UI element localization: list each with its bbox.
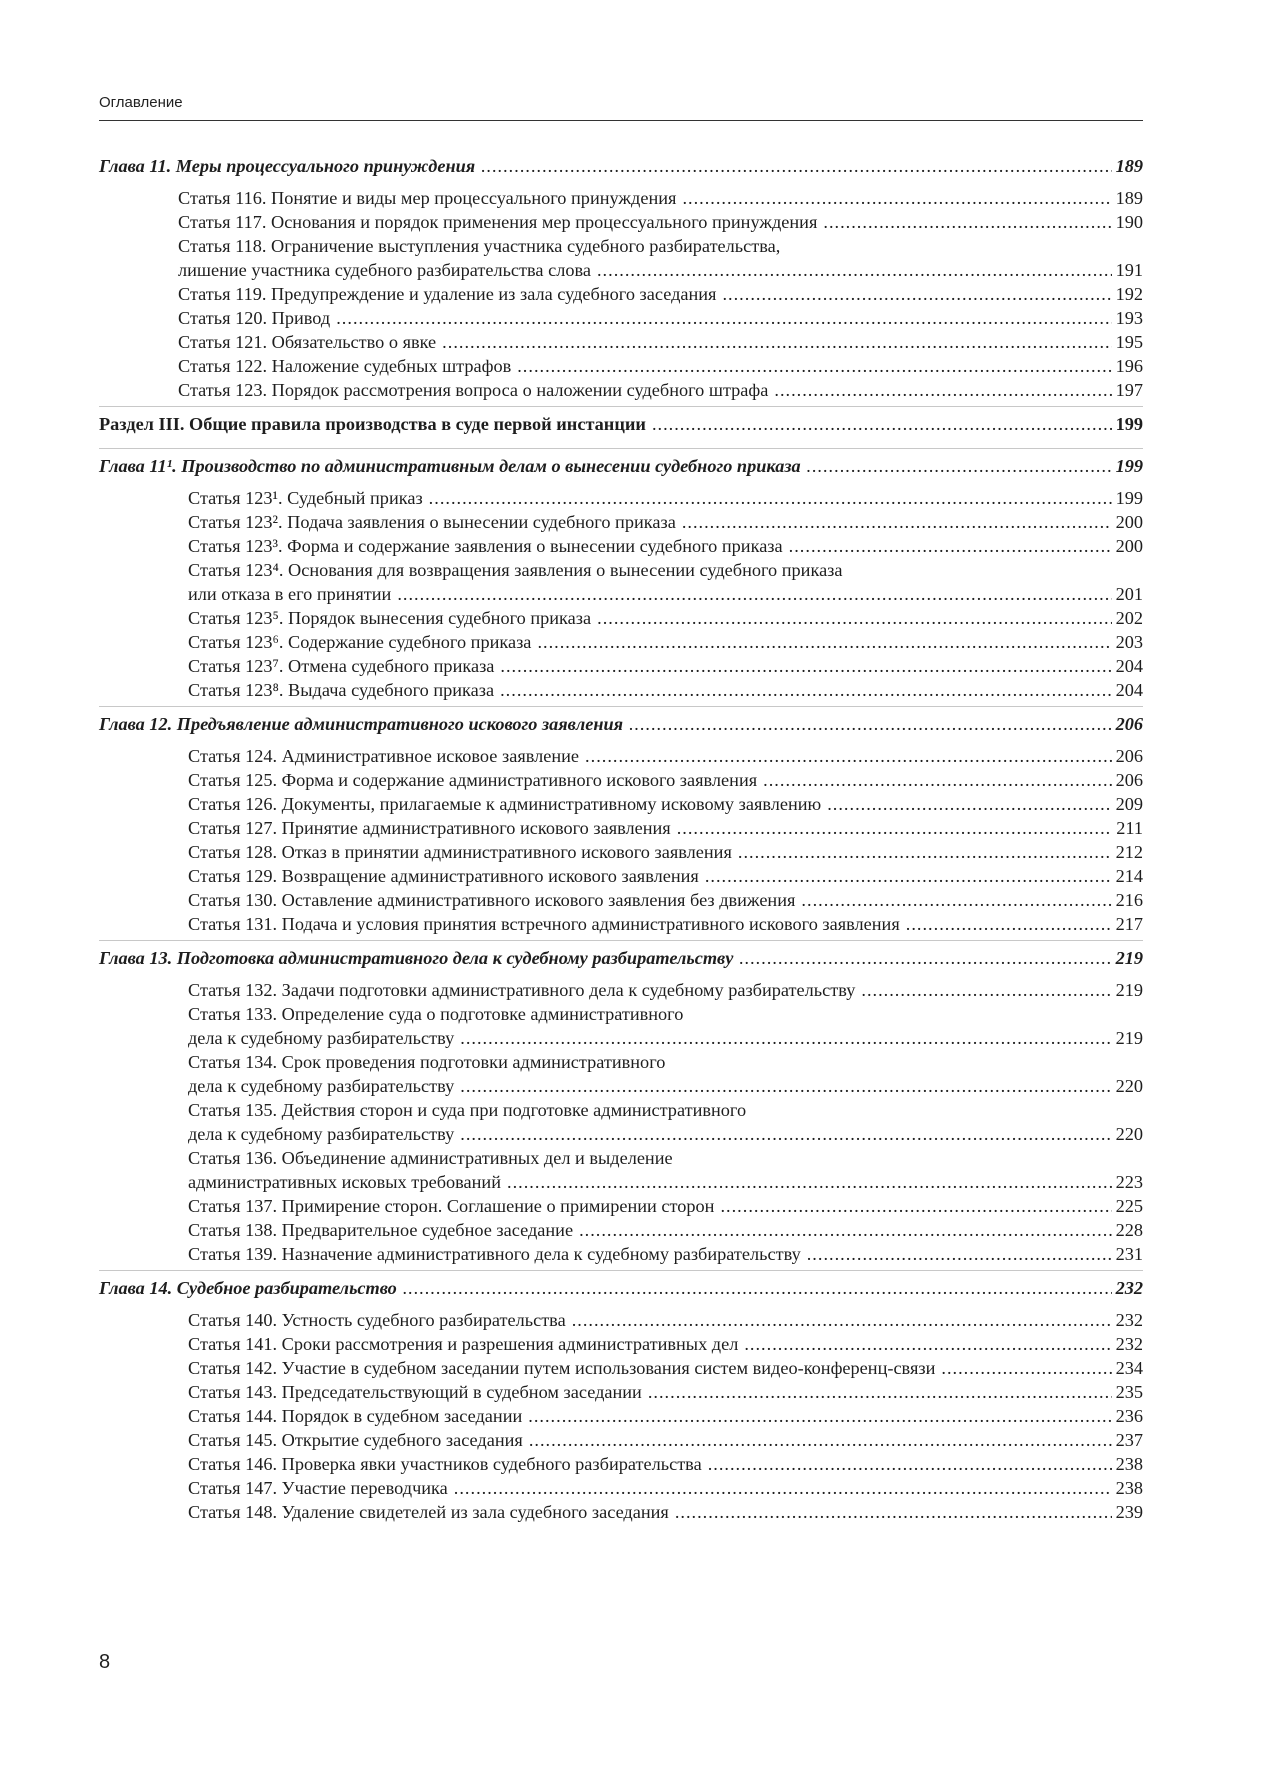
header-rule <box>99 120 1143 121</box>
toc-page-number: 235 <box>1115 1382 1143 1402</box>
toc-entry[interactable] <box>188 1308 1143 1332</box>
toc-entry-title: Статья 146. Проверка явки участников судебного разбирательства <box>188 1454 702 1474</box>
dot-leader <box>403 1276 1112 1300</box>
dot-leader <box>529 1428 1112 1452</box>
dot-leader <box>481 154 1111 178</box>
toc-entry[interactable] <box>188 1098 1143 1146</box>
toc-entry[interactable] <box>188 840 1143 864</box>
toc-entry-title: Статья 143. Председательствующий в судебном заседании <box>188 1382 642 1402</box>
toc-entry-title: Статья 137. Примирение сторон. Соглашение о примирении сторон <box>188 1196 715 1216</box>
toc-entry-title: Статья 130. Оставление административного искового заявления без движения <box>188 890 796 910</box>
dot-leader <box>572 1308 1112 1332</box>
toc-page-number: 219 <box>1115 1028 1143 1048</box>
dot-leader <box>597 606 1111 630</box>
toc-entry[interactable] <box>188 1242 1143 1266</box>
toc-page-number: 220 <box>1115 1124 1143 1144</box>
toc-page-number: 203 <box>1115 632 1143 652</box>
toc-entry[interactable] <box>178 234 1143 282</box>
toc-entry-title: Статья 144. Порядок в судебном заседании <box>188 1406 523 1426</box>
dot-leader <box>460 1026 1111 1050</box>
toc-entry-title: Статья 124. Административное исковое заявление <box>188 746 580 766</box>
dot-leader <box>720 1194 1111 1218</box>
toc-entry-title: административных исковых требований <box>188 1172 502 1192</box>
toc-entry-title: лишение участника судебного разбирательства слова <box>178 260 591 280</box>
dot-leader <box>507 1170 1112 1194</box>
dot-leader <box>739 946 1111 970</box>
running-head: Оглавление <box>99 94 183 111</box>
toc-entry-title: Статья 123. Порядок рассмотрения вопроса о наложении судебного штрафа <box>178 380 769 400</box>
toc-page-number: 195 <box>1115 332 1143 352</box>
toc-entry-title: Статья 119. Предупреждение и удаление из зала судебного заседания <box>178 284 717 304</box>
toc-entry[interactable] <box>178 210 1143 234</box>
toc-entry-title-line: Статья 118. Ограничение выступления участника судебного разбирательства, <box>178 236 781 256</box>
toc-entry[interactable] <box>188 768 1143 792</box>
dot-leader <box>708 1452 1112 1476</box>
dot-leader <box>738 840 1112 864</box>
dot-leader <box>585 744 1112 768</box>
toc-heading[interactable] <box>99 1276 1143 1300</box>
toc-page-number: 211 <box>1116 818 1143 838</box>
toc-entry[interactable] <box>188 816 1143 840</box>
toc-page-number: 206 <box>1115 770 1143 790</box>
toc-entry[interactable] <box>188 534 1143 558</box>
toc-entry[interactable] <box>188 888 1143 912</box>
toc-entry[interactable] <box>188 630 1143 654</box>
toc-entry-title-line: Статья 136. Объединение административных дел и выделение <box>188 1148 673 1168</box>
toc-entry[interactable] <box>178 354 1143 378</box>
dot-leader <box>705 864 1112 888</box>
toc-page-number: 232 <box>1115 1310 1143 1330</box>
toc-entry-title: Статья 127. Принятие административного искового заявления <box>188 818 671 838</box>
toc-entry[interactable] <box>178 330 1143 354</box>
toc-entry-title: Статья 125. Форма и содержание административного искового заявления <box>188 770 758 790</box>
toc-page-number: 225 <box>1115 1196 1143 1216</box>
toc-entry-title: Статья 123⁵. Порядок вынесения судебного приказа <box>188 608 592 628</box>
toc-heading[interactable] <box>99 946 1143 970</box>
dot-leader <box>722 282 1111 306</box>
toc-entry[interactable] <box>188 978 1143 1002</box>
dot-leader <box>500 678 1111 702</box>
toc-entry-title-line: Статья 133. Определение суда о подготовке административного <box>188 1004 684 1024</box>
dot-leader <box>682 186 1111 210</box>
toc-page-number: 232 <box>1115 1334 1143 1354</box>
toc-entry[interactable] <box>188 654 1143 678</box>
toc-entry[interactable] <box>188 792 1143 816</box>
toc-entry-title: Статья 131. Подача и условия принятия встречного административного искового заявления <box>188 914 900 934</box>
toc-entry[interactable] <box>178 378 1143 402</box>
toc-page-number: 212 <box>1115 842 1143 862</box>
dot-leader <box>597 258 1112 282</box>
toc-page-number: 191 <box>1115 260 1143 280</box>
toc-page-number: 201 <box>1115 584 1143 604</box>
toc-page-number: 238 <box>1115 1454 1143 1474</box>
toc-entry[interactable] <box>188 1146 1143 1194</box>
toc-page-number: 223 <box>1115 1172 1143 1192</box>
toc-entry-title: Статья 121. Обязательство о явке <box>178 332 437 352</box>
dot-leader <box>789 534 1112 558</box>
toc-page-number: 219 <box>1115 948 1143 968</box>
dot-leader <box>648 1380 1112 1404</box>
toc-page-number: 231 <box>1115 1244 1143 1264</box>
toc-page-number: 199 <box>1115 414 1143 434</box>
toc-entry-title: дела к судебному разбирательству <box>188 1124 455 1144</box>
toc-page-number: 192 <box>1115 284 1143 304</box>
toc-entry-title: Раздел III. Общие правила производства в суде первой инстанции <box>99 414 646 434</box>
dot-leader <box>774 378 1111 402</box>
toc-entry-title: Статья 139. Назначение административного дела к судебному разбирательству <box>188 1244 801 1264</box>
dot-leader <box>682 510 1112 534</box>
toc-entry[interactable] <box>188 864 1143 888</box>
toc-entry-title: Статья 117. Основания и порядок применения мер процессуального принуждения <box>178 212 818 232</box>
toc-page-number: 200 <box>1115 536 1143 556</box>
toc-entry-title: Статья 141. Сроки рассмотрения и разрешения административных дел <box>188 1334 739 1354</box>
section-divider <box>99 706 1143 707</box>
toc-entry[interactable] <box>188 1332 1143 1356</box>
toc-entry[interactable] <box>188 510 1143 534</box>
toc-entry[interactable] <box>188 1380 1143 1404</box>
toc-page-number: 197 <box>1115 380 1143 400</box>
dot-leader <box>454 1476 1112 1500</box>
toc-entry-title: Статья 123⁶. Содержание судебного приказа <box>188 632 532 652</box>
toc-entry[interactable] <box>188 678 1143 702</box>
toc-entry[interactable] <box>188 912 1143 936</box>
toc-entry-title: Статья 123³. Форма и содержание заявления о вынесении судебного приказа <box>188 536 783 556</box>
toc-heading[interactable] <box>99 412 1143 436</box>
toc-entry-title: Глава 12. Предъявление административного искового заявления <box>99 714 624 734</box>
toc-entry-title-line: Статья 135. Действия сторон и суда при подготовке административного <box>188 1100 747 1120</box>
toc-entry-title: Статья 138. Предварительное судебное заседание <box>188 1220 574 1240</box>
dot-leader <box>629 712 1112 736</box>
toc-entry[interactable] <box>178 186 1143 210</box>
toc-entry-title: Статья 123². Подача заявления о вынесении судебного приказа <box>188 512 676 532</box>
toc-page-number: 190 <box>1115 212 1143 232</box>
dot-leader <box>906 912 1112 936</box>
toc-entry[interactable] <box>188 1002 1143 1050</box>
dot-leader <box>675 1500 1112 1524</box>
toc-entry-title: Статья 140. Устность судебного разбирательства <box>188 1310 566 1330</box>
toc-page-number: 189 <box>1115 188 1143 208</box>
toc-entry-title: Статья 147. Участие переводчика <box>188 1478 448 1498</box>
toc-entry[interactable] <box>178 306 1143 330</box>
toc-page-number: 202 <box>1115 608 1143 628</box>
toc-entry-title: Статья 123⁸. Выдача судебного приказа <box>188 680 495 700</box>
toc-entry[interactable] <box>188 1356 1143 1380</box>
section-divider <box>99 448 1143 449</box>
toc-entry-title: Статья 129. Возвращение административного искового заявления <box>188 866 699 886</box>
toc-entry-title: Статья 122. Наложение судебных штрафов <box>178 356 512 376</box>
dot-leader <box>429 486 1112 510</box>
toc-page-number: 189 <box>1115 156 1143 176</box>
toc-entry-title: Статья 128. Отказ в принятии административного искового заявления <box>188 842 732 862</box>
toc-entry-title: Глава 13. Подготовка административного дела к судебному разбирательству <box>99 948 734 968</box>
toc-entry[interactable] <box>188 558 1143 606</box>
dot-leader <box>861 978 1111 1002</box>
dot-leader <box>500 654 1111 678</box>
toc-page-number: 220 <box>1115 1076 1143 1096</box>
toc-page-number: 204 <box>1115 656 1143 676</box>
dot-leader <box>442 330 1111 354</box>
toc-page-number: 228 <box>1115 1220 1143 1240</box>
toc-entry[interactable] <box>188 1194 1143 1218</box>
toc-entry[interactable] <box>188 1452 1143 1476</box>
section-divider <box>99 406 1143 407</box>
toc-page-number: 214 <box>1115 866 1143 886</box>
toc-entry-title-line: Статья 134. Срок проведения подготовки административного <box>188 1052 666 1072</box>
toc-entry-title: Статья 123¹. Судебный приказ <box>188 488 423 508</box>
toc-page-number: 232 <box>1115 1278 1143 1298</box>
page-number: 8 <box>99 1651 111 1673</box>
dot-leader <box>823 210 1111 234</box>
toc-page-number: 199 <box>1115 456 1143 476</box>
toc-page-number: 237 <box>1115 1430 1143 1450</box>
dot-leader <box>763 768 1111 792</box>
toc-page-number: 196 <box>1115 356 1143 376</box>
toc-entry-title: Глава 14. Судебное разбирательство <box>99 1278 397 1298</box>
dot-leader <box>579 1218 1112 1242</box>
dot-leader <box>941 1356 1111 1380</box>
dot-leader <box>336 306 1111 330</box>
toc-entry[interactable] <box>188 1404 1143 1428</box>
toc-heading[interactable] <box>99 154 1143 178</box>
dot-leader <box>537 630 1111 654</box>
toc-page-number: 206 <box>1115 714 1143 734</box>
toc-page-number: 204 <box>1115 680 1143 700</box>
dot-leader <box>807 454 1112 478</box>
toc-heading[interactable] <box>99 712 1143 736</box>
dot-leader <box>677 816 1113 840</box>
toc-page-number: 217 <box>1115 914 1143 934</box>
toc-page-number: 219 <box>1115 980 1143 1000</box>
toc-entry-title: Глава 11¹. Производство по административным делам о вынесении судебного приказа <box>99 456 801 476</box>
dot-leader <box>801 888 1111 912</box>
toc-page-number: 234 <box>1115 1358 1143 1378</box>
toc-entry-title: Статья 126. Документы, прилагаемые к административному исковому заявлению <box>188 794 822 814</box>
toc-page-number: 239 <box>1115 1502 1143 1522</box>
toc-entry-title: дела к судебному разбирательству <box>188 1028 455 1048</box>
toc-page-number: 206 <box>1115 746 1143 766</box>
toc-entry-title: Глава 11. Меры процессуального принуждения <box>99 156 476 176</box>
toc-entry-title: Статья 120. Привод <box>178 308 331 328</box>
dot-leader <box>807 1242 1112 1266</box>
dot-leader <box>397 582 1111 606</box>
toc-entry[interactable] <box>188 1428 1143 1452</box>
toc-page-number: 193 <box>1115 308 1143 328</box>
toc-entry[interactable] <box>188 744 1143 768</box>
dot-leader <box>827 792 1111 816</box>
dot-leader <box>652 412 1112 436</box>
toc-entry-title-line: Статья 123⁴. Основания для возвращения заявления о вынесении судебного приказа <box>188 560 843 580</box>
toc-entry-title: Статья 116. Понятие и виды мер процессуального принуждения <box>178 188 677 208</box>
toc-entry-title: Статья 142. Участие в судебном заседании путем использования систем видео-конференц-связи <box>188 1358 936 1378</box>
toc-entry-title: Статья 148. Удаление свидетелей из зала судебного заседания <box>188 1502 669 1522</box>
toc-entry-title: Статья 123⁷. Отмена судебного приказа <box>188 656 495 676</box>
toc-entry[interactable] <box>178 282 1143 306</box>
dot-leader <box>528 1404 1111 1428</box>
toc-entry[interactable] <box>188 486 1143 510</box>
toc-entry[interactable] <box>188 606 1143 630</box>
toc-page-number: 216 <box>1115 890 1143 910</box>
toc-entry[interactable] <box>188 1476 1143 1500</box>
toc-entry[interactable] <box>188 1218 1143 1242</box>
toc-entry-title: Статья 132. Задачи подготовки административного дела к судебному разбирательству <box>188 980 856 1000</box>
section-divider <box>99 940 1143 941</box>
toc-entry[interactable] <box>188 1500 1143 1524</box>
section-divider <box>99 1270 1143 1271</box>
toc-entry-title: Статья 145. Открытие судебного заседания <box>188 1430 523 1450</box>
dot-leader <box>744 1332 1111 1356</box>
toc-entry[interactable] <box>188 1050 1143 1098</box>
toc-entry-title: или отказа в его принятии <box>188 584 392 604</box>
toc-heading[interactable] <box>99 454 1143 478</box>
toc-page-number: 200 <box>1115 512 1143 532</box>
toc-page-number: 236 <box>1115 1406 1143 1426</box>
toc-page-number: 238 <box>1115 1478 1143 1498</box>
dot-leader <box>460 1074 1111 1098</box>
dot-leader <box>460 1122 1111 1146</box>
dot-leader <box>517 354 1111 378</box>
toc-page-number: 199 <box>1115 488 1143 508</box>
toc-page-number: 209 <box>1115 794 1143 814</box>
toc-entry-title: дела к судебному разбирательству <box>188 1076 455 1096</box>
